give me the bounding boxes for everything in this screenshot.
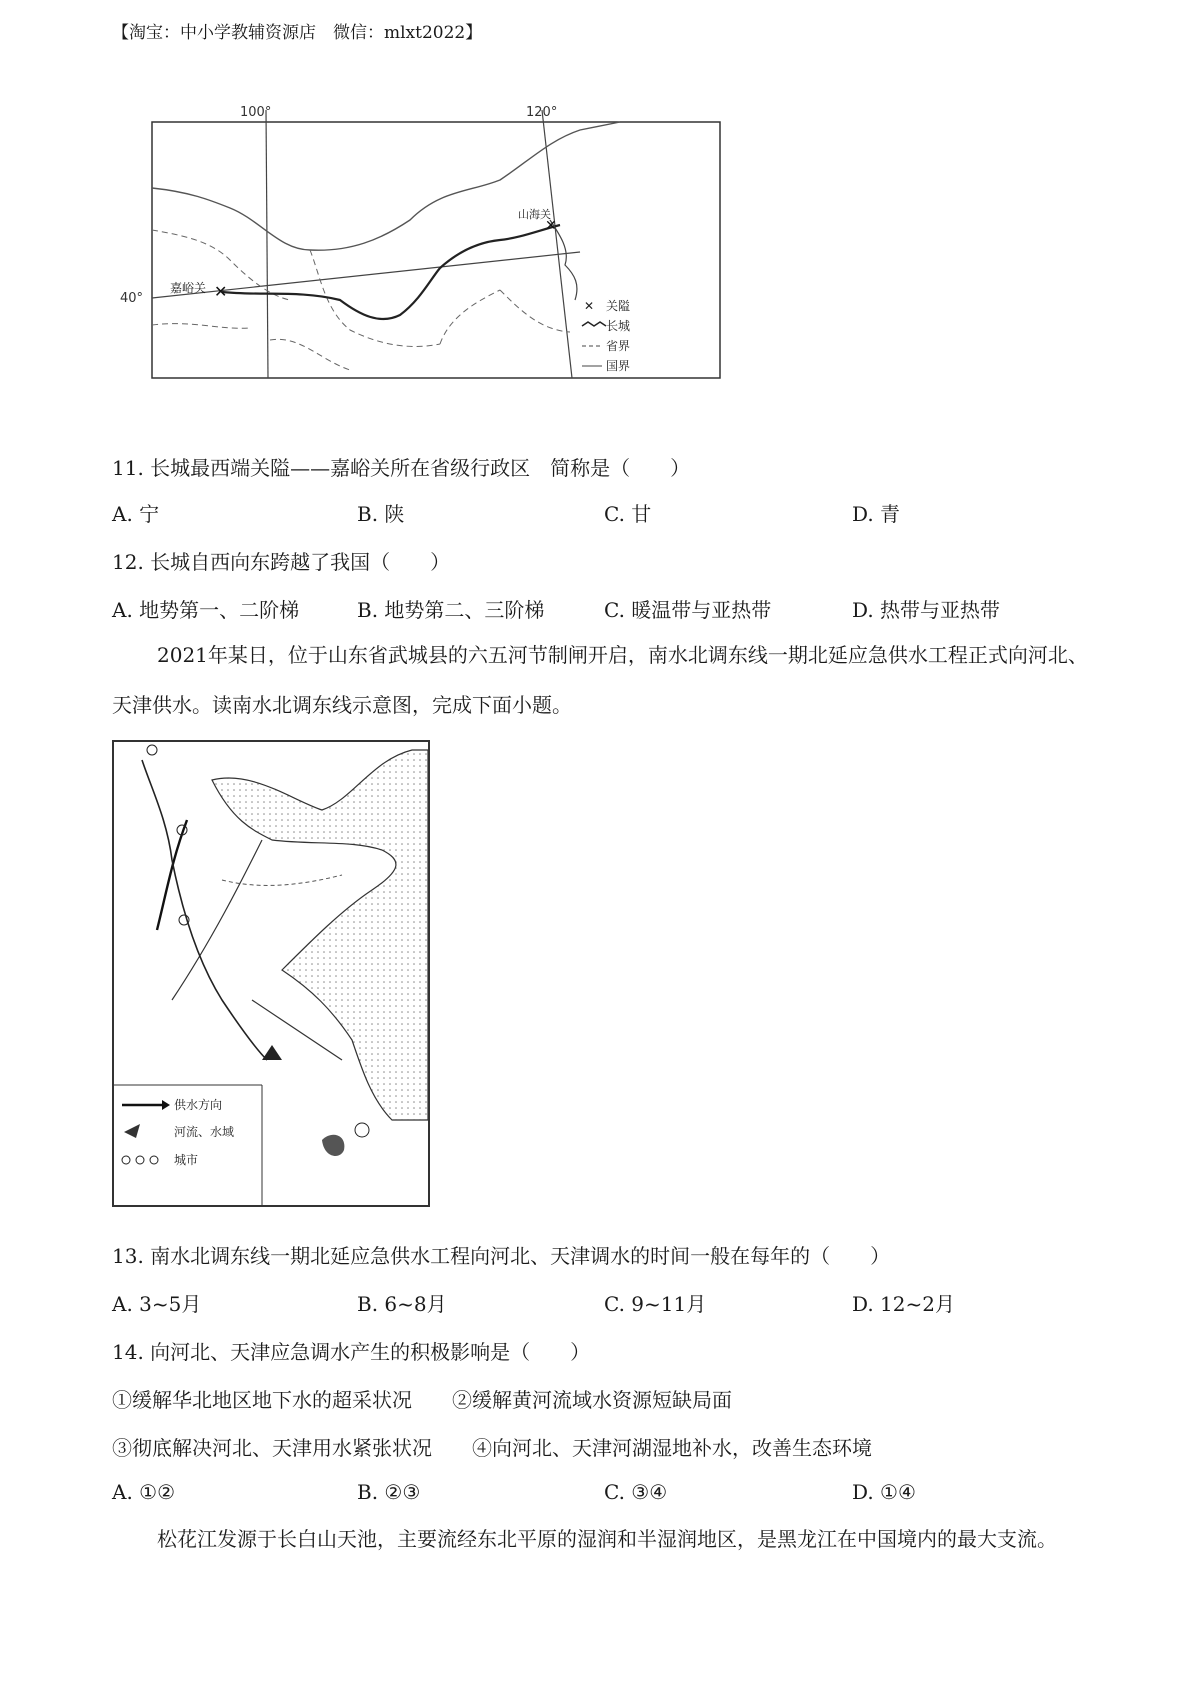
question-14-stem: 14. 向河北、天津应急调水产生的积极影响是（ ） <box>112 1340 591 1364</box>
q11-option-a[interactable]: A. 宁 <box>112 502 160 526</box>
svg-text:✕: ✕ <box>584 299 595 313</box>
map1-legend <box>582 299 630 373</box>
q12-option-a[interactable]: A. 地势第一、二阶梯 <box>112 598 300 622</box>
legend-supply-direction: 供水方向 <box>174 1098 223 1112</box>
q13-option-b[interactable]: B. 6~8月 <box>357 1292 447 1316</box>
q12-option-d[interactable]: D. 热带与亚热带 <box>852 598 1001 622</box>
q11-option-d[interactable]: D. 青 <box>852 502 901 526</box>
q14-option-c[interactable]: C. ③④ <box>604 1480 668 1504</box>
jiayuguan-label: 嘉峪关 <box>170 281 207 295</box>
question-12-stem: 12. 长城自西向东跨越了我国（ ） <box>112 550 451 574</box>
q13-option-a[interactable]: A. 3~5月 <box>112 1292 202 1316</box>
question-11-stem: 11. 长城最西端关隘——嘉峪关所在省级行政区 简称是（ ） <box>112 456 691 480</box>
legend-pass: 关隘 <box>606 299 631 313</box>
legend-wall: 长城 <box>606 319 631 333</box>
shanhaiguan-label: 山海关 <box>518 208 551 221</box>
q14-option-a[interactable]: A. ①② <box>112 1480 176 1504</box>
q14-option-b[interactable]: B. ②③ <box>357 1480 421 1504</box>
lat-40-label: 40° <box>120 291 144 306</box>
q11-option-b[interactable]: B. 陕 <box>357 502 405 526</box>
water-diversion-map <box>112 740 432 1210</box>
q14-statements-3-4: ③彻底解决河北、天津用水紧张状况 ④向河北、天津河湖湿地补水，改善生态环境 <box>112 1436 872 1460</box>
q14-statements-1-2: ①缓解华北地区地下水的超采状况 ②缓解黄河流域水资源短缺局面 <box>112 1388 732 1412</box>
page-header: 【淘宝：中小学教辅资源店 微信：mlxt2022】 <box>112 23 483 43</box>
q14-option-d[interactable]: D. ①④ <box>852 1480 916 1504</box>
lon-100-label: 100° <box>240 105 272 120</box>
q13-option-c[interactable]: C. 9~11月 <box>604 1292 707 1316</box>
svg-text:✕: ✕ <box>545 218 557 234</box>
passage-songhua-river: 松花江发源于长白山天池，主要流经东北平原的湿润和半湿润地区，是黑龙江在中国境内的最大支流。 <box>157 1527 1057 1551</box>
question-13-stem: 13. 南水北调东线一期北延应急供水工程向河北、天津调水的时间一般在每年的（ ） <box>112 1244 891 1268</box>
legend-river-water: 河流、水域 <box>174 1125 235 1139</box>
lon-120-label: 120° <box>526 105 558 120</box>
legend-city: 城市 <box>174 1153 199 1167</box>
legend-province: 省界 <box>606 339 631 353</box>
passage-south-north-water: 2021年某日，位于山东省武城县的六五河节制闸开启，南水北调东线一期北延应急供水工程正式向河北、天津供水。读南水北调东线示意图，完成下面小题。 <box>112 643 1088 717</box>
q11-option-c[interactable]: C. 甘 <box>604 502 652 526</box>
q12-option-b[interactable]: B. 地势第二、三阶梯 <box>357 598 545 622</box>
svg-text:✕: ✕ <box>214 282 228 301</box>
q12-option-c[interactable]: C. 暖温带与亚热带 <box>604 598 772 622</box>
q13-option-d[interactable]: D. 12~2月 <box>852 1292 955 1316</box>
legend-national: 国界 <box>606 359 631 373</box>
great-wall-map <box>120 100 720 420</box>
